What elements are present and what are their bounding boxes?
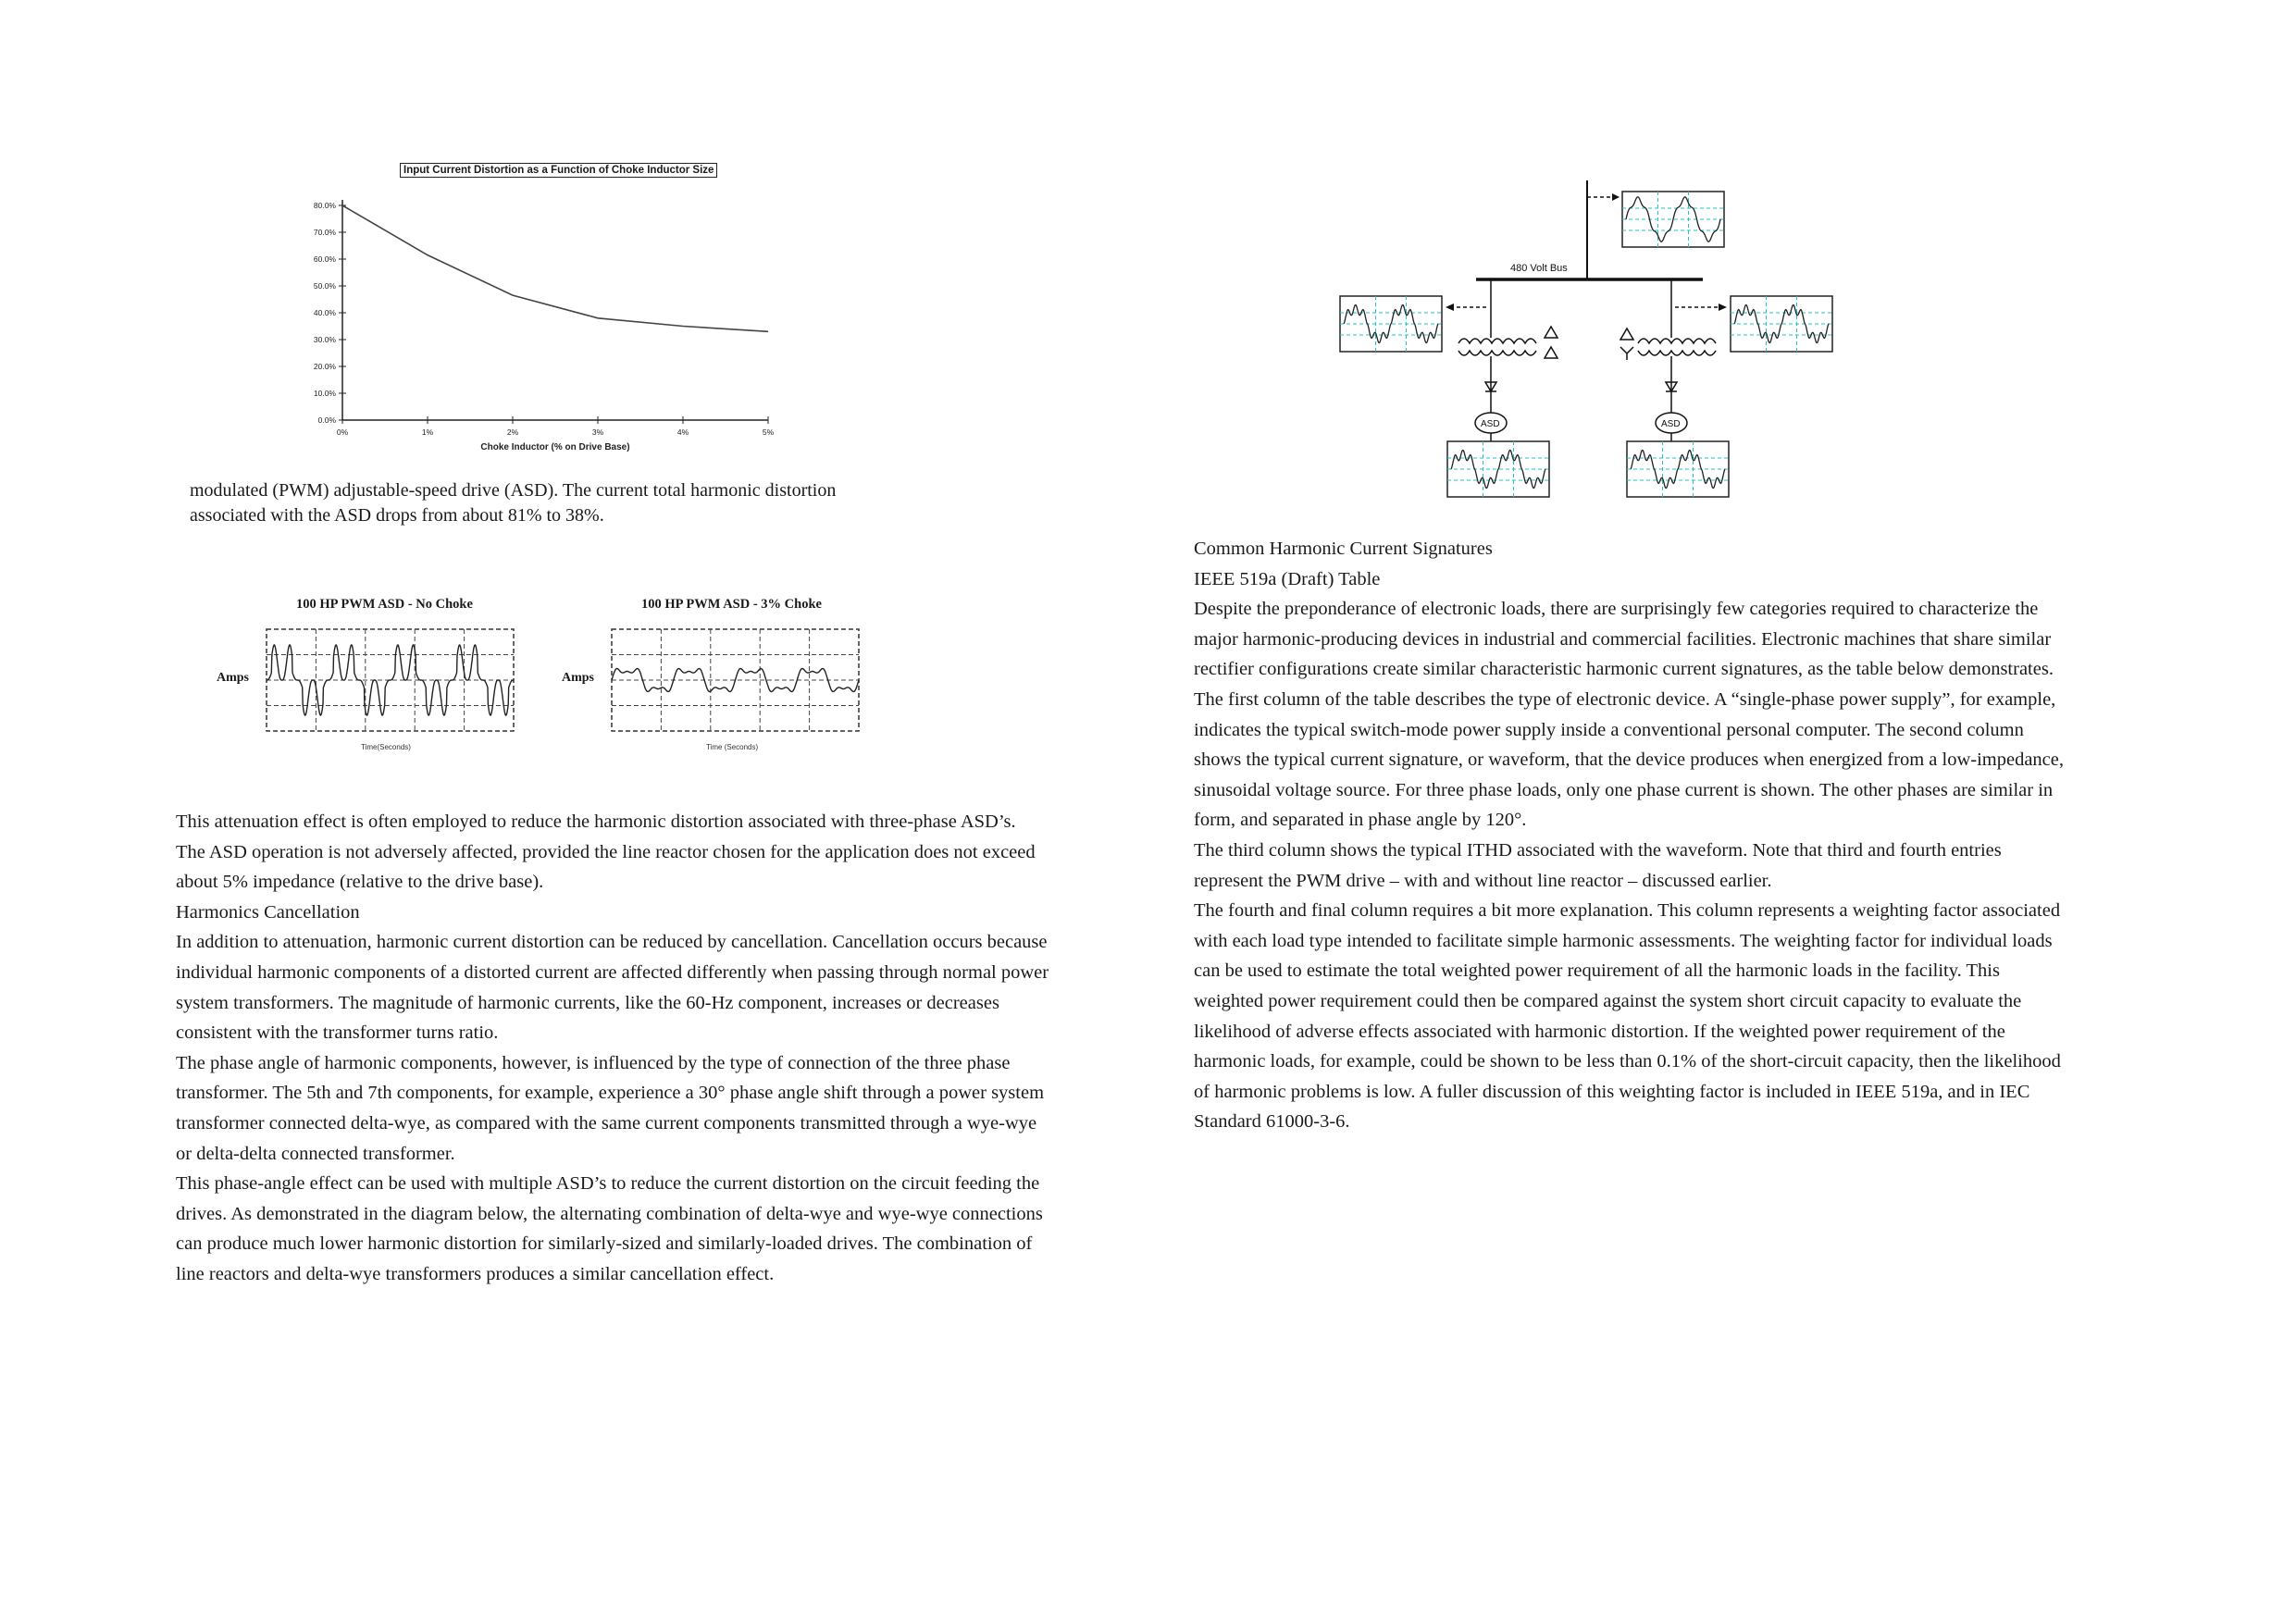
y-tick-label: 0.0% xyxy=(317,415,336,425)
text-line: form, and separated in phase angle by 120°. xyxy=(1194,810,1527,831)
paragraph xyxy=(176,927,1148,1047)
chart-caption xyxy=(190,478,930,528)
waveform-title: 100 HP PWM ASD - 3% Choke xyxy=(641,597,822,612)
text-line: transformer connected delta-wye, as compared with the same current components transmitted through a wye-wye xyxy=(176,1112,1037,1134)
x-tick-label: 2% xyxy=(506,427,519,437)
paragraph xyxy=(1194,594,2166,836)
text-line: The first column of the table describes the type of electronic device. A “single-phase power supply”, for example, xyxy=(1194,688,2056,710)
right-body-text xyxy=(1194,534,2166,1137)
paragraph xyxy=(176,1048,1148,1169)
text-line: indicates the typical switch-mode power supply inside a conventional personal computer. The second column xyxy=(1194,719,2024,740)
waveform-plot xyxy=(213,597,527,759)
x-tick-label: 1% xyxy=(421,427,434,437)
waveform-no-choke xyxy=(213,597,527,759)
paragraph xyxy=(176,1169,1148,1289)
text-line: transformer. The 5th and 7th components, for example, experience a 30° phase angle shift through a power system xyxy=(176,1083,1045,1104)
text-line: weighted power requirement could then be compared against the system short circuit capacity to evaluate the xyxy=(1194,990,2022,1011)
text-line: likelihood of adverse effects associated with harmonic distortion. If the weighted power requirement of the xyxy=(1194,1021,2005,1042)
paragraph xyxy=(1194,836,2166,896)
left-body-text xyxy=(176,807,1148,1290)
wye-wye-transformer xyxy=(1620,328,1716,360)
text-line: drives. As demonstrated in the diagram below, the alternating combination of delta-wye and wye-wye connections xyxy=(176,1203,1043,1224)
cancellation-diagram xyxy=(1333,180,1851,504)
text-line: In addition to attenuation, harmonic current distortion can be reduced by cancellation. Cancellation occurs because xyxy=(176,932,1048,953)
text-line: consistent with the transformer turns ratio. xyxy=(176,1022,499,1044)
text-line: Despite the preponderance of electronic loads, there are surprisingly few categories required to characterize the xyxy=(1194,599,2039,620)
text-line: line reactors and delta-wye transformers produces a similar cancellation effect. xyxy=(176,1263,775,1284)
text-line: system transformers. The magnitude of harmonic currents, like the 60-Hz component, increases or decreases xyxy=(176,992,999,1013)
y-tick-label: 60.0% xyxy=(313,254,336,264)
text-line: Standard 61000-3-6. xyxy=(1194,1111,1350,1133)
paragraph xyxy=(176,837,1148,898)
text-line: This phase-angle effect can be used with multiple ASD’s to reduce the current distortion on the circuit feeding the xyxy=(176,1173,1040,1195)
asd-right-label: ASD xyxy=(1661,419,1681,429)
x-tick-label: 0% xyxy=(336,427,349,437)
waveform-ylabel: Amps xyxy=(562,671,595,685)
text-line: The third column shows the typical ITHD associated with the waveform. Note that third and fourth entries xyxy=(1194,839,2002,861)
asd-left-label: ASD xyxy=(1481,419,1500,429)
text-line: with each load type intended to facilitate simple harmonic assessments. The weighting factor for individual loads xyxy=(1194,930,2053,951)
text-line: The fourth and final column requires a bit more explanation. This column represents a weighting factor associated xyxy=(1194,900,2061,922)
text-line: sinusoidal voltage source. For three phase loads, only one phase current is shown. The other phases are similar in xyxy=(1194,779,2054,800)
text-line: represent the PWM drive – with and without line reactor – discussed earlier. xyxy=(1194,870,1772,891)
series-line xyxy=(342,205,768,331)
text-line: can produce much lower harmonic distortion for similarly-sized and similarly-loaded drives. The combination of xyxy=(176,1233,1033,1255)
text-line: This attenuation effect is often employed to reduce the harmonic distortion associated with three-phase ASD’s. xyxy=(176,812,1016,832)
text-line: IEEE 519a (Draft) Table xyxy=(1194,568,1381,589)
text-line: individual harmonic components of a distorted current are affected differently when passing through normal power xyxy=(176,961,1049,983)
waveform-ylabel: Amps xyxy=(217,671,250,685)
chart-title: Input Current Distortion as a Function of Choke Inductor Size xyxy=(400,163,717,178)
waveform-3pct-choke xyxy=(558,597,873,759)
text-line: major harmonic-producing devices in industrial and commercial facilities. Electronic machines that share similar xyxy=(1194,628,2052,650)
text-line: or delta-delta connected transformer. xyxy=(176,1143,455,1164)
x-tick-label: 3% xyxy=(591,427,604,437)
text-line: The phase angle of harmonic components, however, is influenced by the type of connection of the three phase xyxy=(176,1052,1011,1073)
text-line: harmonic loads, for example, could be shown to be less than 0.1% of the short-circuit capacity, then the likelihood xyxy=(1194,1051,2061,1072)
y-tick-label: 40.0% xyxy=(313,308,336,317)
y-tick-label: 80.0% xyxy=(313,201,336,210)
waveform-xlabel: Time(Seconds) xyxy=(361,743,411,751)
section-heading xyxy=(176,898,1148,928)
x-axis-label: Choke Inductor (% on Drive Base) xyxy=(480,442,630,452)
waveform-title: 100 HP PWM ASD - No Choke xyxy=(296,597,473,612)
y-tick-label: 20.0% xyxy=(313,362,336,371)
one-line-diagram xyxy=(1333,180,1851,504)
delta-wye-transformer xyxy=(1458,327,1558,358)
y-tick-label: 70.0% xyxy=(313,228,336,237)
y-tick-label: 30.0% xyxy=(313,335,336,344)
y-tick-label: 10.0% xyxy=(313,389,336,398)
text-line: Common Harmonic Current Signatures xyxy=(1194,539,1493,559)
caption-line-2: associated with the ASD drops from about 81% to 38%. xyxy=(190,505,604,526)
x-tick-label: 4% xyxy=(676,427,689,437)
section-heading xyxy=(1194,534,2166,564)
x-tick-label: 5% xyxy=(762,427,775,437)
text-line: can be used to estimate the total weighted power requirement of all the harmonic loads in the facility. This xyxy=(1194,960,2000,982)
y-tick-label: 50.0% xyxy=(313,281,336,291)
paragraph xyxy=(176,807,1148,837)
text-line: shows the typical current signature, or waveform, that the device produces when energized from a low-impedance, xyxy=(1194,750,2064,771)
caption-line-1: modulated (PWM) adjustable-speed drive (ASD). The current total harmonic distortion xyxy=(190,480,837,501)
text-line: The ASD operation is not adversely affected, provided the line reactor chosen for the application does not exceed xyxy=(176,841,1036,862)
text-line: Harmonics Cancellation xyxy=(176,901,360,923)
chart-plot xyxy=(278,157,814,472)
choke-distortion-chart xyxy=(278,157,814,472)
paragraph xyxy=(1194,896,2166,1137)
bus-label: 480 Volt Bus xyxy=(1510,263,1568,274)
text-line: about 5% impedance (relative to the drive base). xyxy=(176,872,544,893)
text-line: rectifier configurations create similar characteristic harmonic current signatures, as the table below demonstrates. xyxy=(1194,659,2054,680)
waveform-xlabel: Time (Seconds) xyxy=(706,743,759,751)
waveform-plot xyxy=(558,597,873,759)
section-heading xyxy=(1194,564,2166,595)
text-line: of harmonic problems is low. A fuller discussion of this weighting factor is included in IEEE 519a, and in IEC xyxy=(1194,1081,2030,1102)
